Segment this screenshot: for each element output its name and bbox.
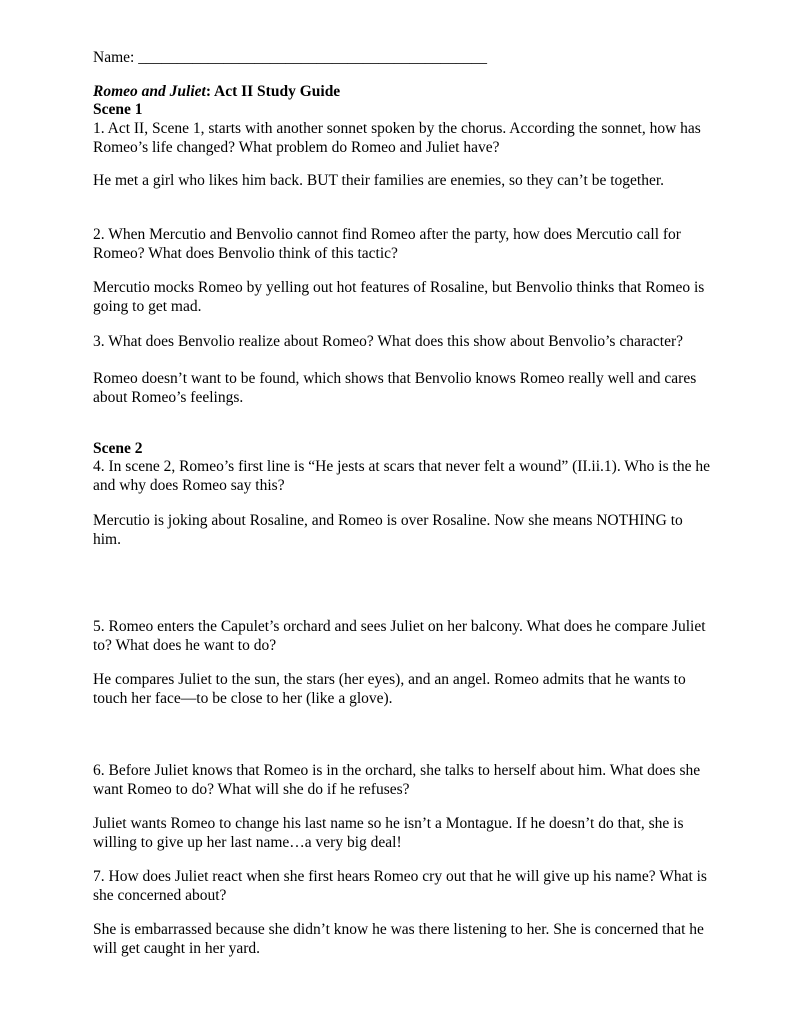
- title-rest: : Act II Study Guide: [205, 83, 341, 100]
- question-5: 5. Romeo enters the Capulet’s orchard and sees Juliet on her balcony. What does he compare Juliet to? What does he want to do?: [93, 618, 706, 654]
- scene-1-heading: Scene 1: [93, 101, 143, 118]
- question-1: 1. Act II, Scene 1, starts with another sonnet spoken by the chorus. According the sonnet, how has Romeo’s life changed? What problem do Romeo and Juliet have?: [93, 120, 701, 156]
- question-3: 3. What does Benvolio realize about Romeo? What does this show about Benvolio’s character?: [93, 333, 683, 350]
- document-title: [93, 82, 713, 101]
- answer-4: Mercutio is joking about Rosaline, and Romeo is over Rosaline. Now she means NOTHING to him.: [93, 512, 683, 548]
- title-work: Romeo and Juliet: [93, 83, 206, 100]
- question-6: 6. Before Juliet knows that Romeo is in the orchard, she talks to herself about him. What does she want Romeo to do? What will she do if he refuses?: [93, 762, 701, 798]
- question-2: 2. When Mercutio and Benvolio cannot find Romeo after the party, how does Mercutio call for Romeo? What does Benvolio think of this tactic?: [93, 226, 681, 262]
- answer-3: Romeo doesn’t want to be found, which shows that Benvolio knows Romeo really well and cares about Romeo’s feelings.: [93, 370, 697, 406]
- answer-6: Juliet wants Romeo to change his last name so he isn’t a Montague. If he doesn’t do that, she is willing to give up her last name…a very big deal!: [93, 815, 684, 851]
- scene-2-heading: Scene 2: [93, 440, 143, 457]
- question-4: 4. In scene 2, Romeo’s first line is “He jests at scars that never felt a wound” (II.ii.1). Who is the he and why does Romeo say this?: [93, 458, 710, 494]
- question-7: 7. How does Juliet react when she first hears Romeo cry out that he will give up his name? What is she concerned about?: [93, 868, 707, 904]
- answer-7: She is embarrassed because she didn’t know he was there listening to her. She is concerned that he will get caught in her yard.: [93, 921, 704, 957]
- answer-1: He met a girl who likes him back. BUT their families are enemies, so they can’t be together.: [93, 172, 665, 189]
- answer-5: He compares Juliet to the sun, the stars (her eyes), and an angel. Romeo admits that he wants to touch her face—to be close to her (like a glove).: [93, 671, 686, 707]
- answer-2: Mercutio mocks Romeo by yelling out hot features of Rosaline, but Benvolio thinks that Romeo is going to get mad.: [93, 279, 705, 315]
- name-field-line: Name: _____________________________________________: [93, 49, 487, 66]
